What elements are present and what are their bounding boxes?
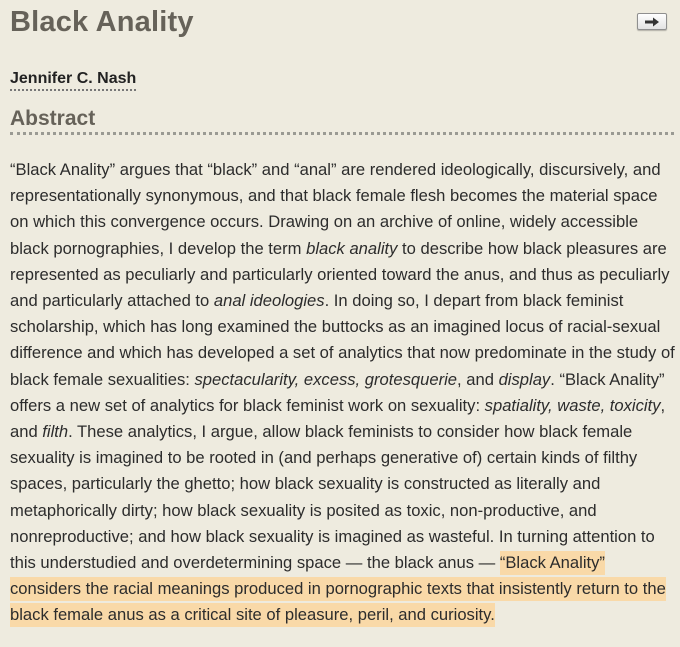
- abstract-segment: to describe how black pleasures are represented as peculiarly and particularly oriented toward the anus, and thus as peculiarly and particularly attached to: [10, 238, 670, 311]
- abstract-emphasis: anal ideologies: [213, 291, 325, 311]
- abstract-emphasis: filth: [42, 422, 69, 442]
- abstract-text: [10, 157, 676, 629]
- abstract-emphasis: black anality: [306, 238, 398, 258]
- abstract-segment: , and: [457, 369, 499, 389]
- next-page-button[interactable]: [637, 13, 667, 30]
- highlighted-text: “Black Anality” considers the racial meanings produced in pornographic texts that insistently return to the black female anus as a critical site of pleasure, peril, and curiosity.: [10, 551, 666, 627]
- abstract-segment: . “Black Anality” offers a new set of analytics for black feminist work on sexuality:: [10, 369, 665, 415]
- abstract-segment: “Black Anality” argues that “black” and “anal” are rendered ideologically, discursively, and representationally synonymous, and that black female flesh becomes the material space on which this convergence occurs. Drawing on an archive of online, widely accessible black pornographies, I develop the term: [10, 160, 661, 258]
- abstract-emphasis: display: [498, 369, 551, 389]
- abstract-segment: . In doing so, I depart from black feminist scholarship, which has long examined the buttocks as an imagined locus of racial-sexual difference and which has developed a set of analytics that now predominate in the study of black female sexualities:: [10, 291, 675, 389]
- abstract-heading: Abstract: [10, 107, 96, 130]
- abstract-emphasis: spatiality, waste, toxicity: [484, 395, 661, 415]
- article-title: Black Anality: [10, 6, 194, 38]
- dotted-divider: [10, 132, 674, 135]
- abstract-segment: , and: [10, 395, 666, 442]
- author-link[interactable]: Jennifer C. Nash: [10, 70, 136, 91]
- abstract-emphasis: spectacularity, excess, grotesquerie: [194, 369, 458, 389]
- right-arrow-icon: [644, 17, 660, 27]
- abstract-segment: . These analytics, I argue, allow black feminists to consider how black female sexuality is imagined to be rooted in (and perhaps generative of) certain kinds of filthy spaces, particularly the ghetto; how black sexuality is constructed as literally and metaphorically dirty; how black sexuality is posited as toxic, non-productive, and nonreproductive; and how black sexuality is imagined as wasteful. In turning attention to this understudied and overdetermining space — the black anus —: [10, 422, 655, 573]
